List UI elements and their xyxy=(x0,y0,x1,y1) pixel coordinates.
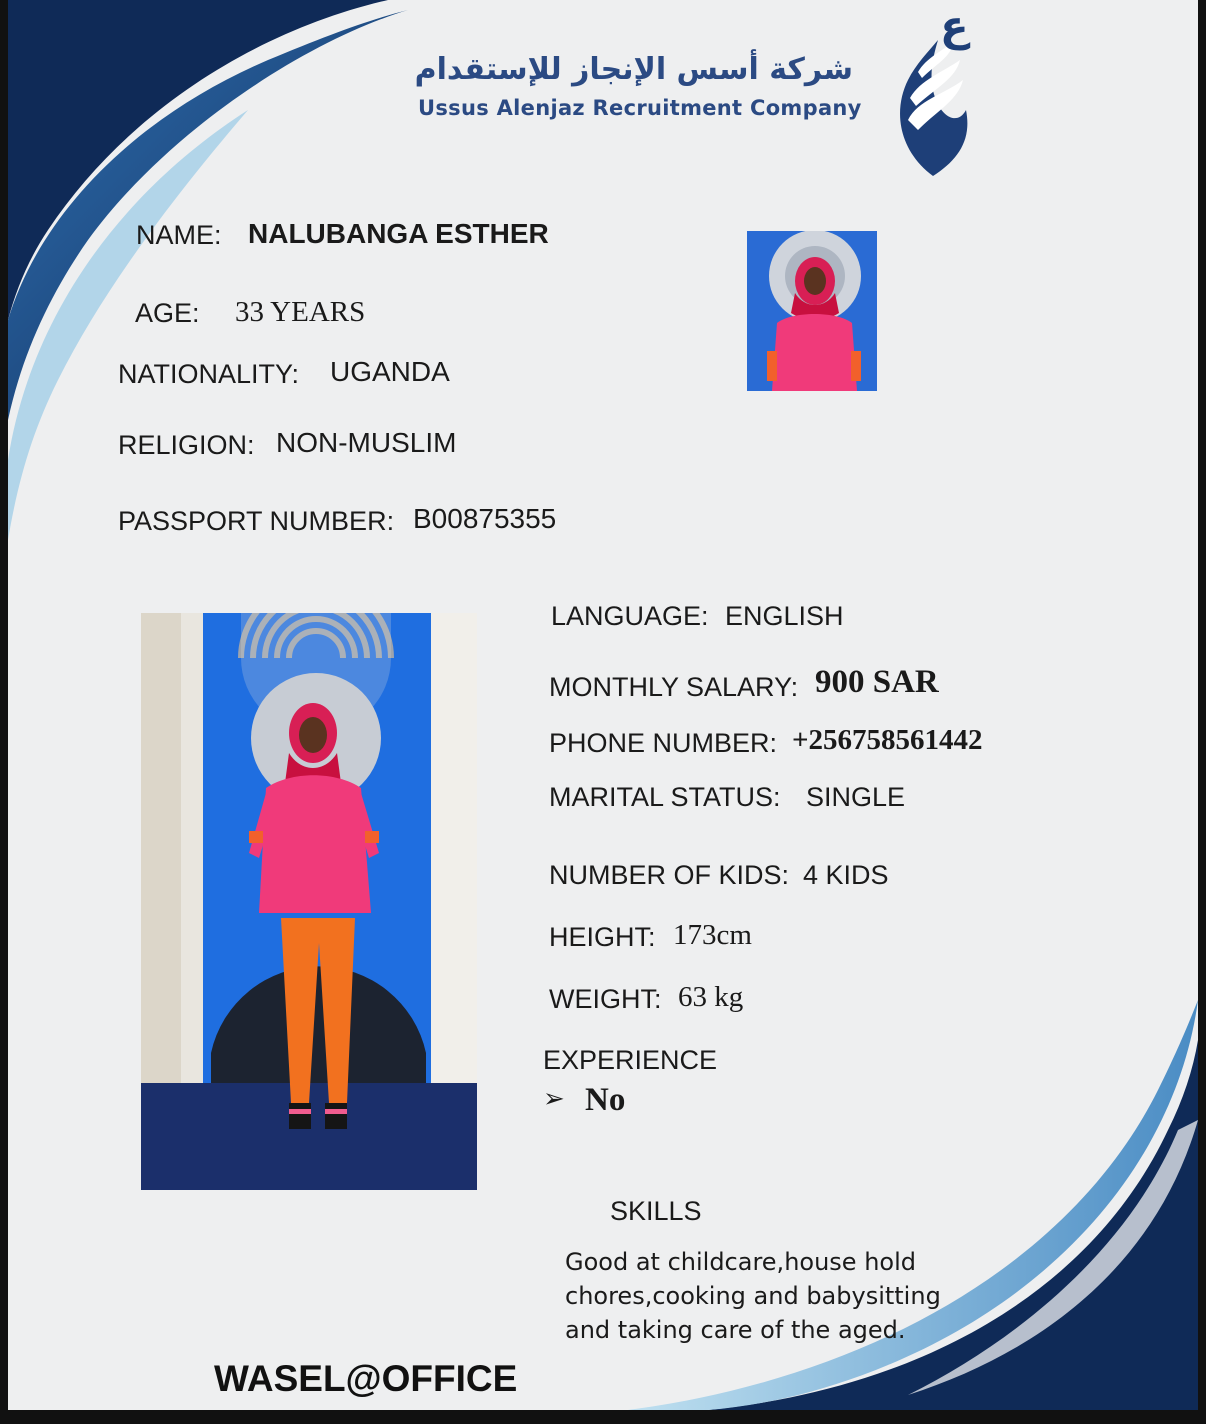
height-label: HEIGHT: xyxy=(549,922,656,952)
passport-label: PASSPORT NUMBER: xyxy=(118,506,395,536)
portrait-photo xyxy=(747,231,877,391)
experience-label: EXPERIENCE xyxy=(543,1045,718,1075)
skills-text: Good at childcare,house hold chores,cooking and babysitting and taking care of the aged. xyxy=(565,1248,941,1344)
nationality-label: NATIONALITY: xyxy=(118,359,300,389)
religion-label: RELIGION: xyxy=(118,430,255,460)
full-body-photo xyxy=(141,613,477,1190)
weight-label: WEIGHT: xyxy=(549,984,662,1014)
phone-label: PHONE NUMBER: xyxy=(549,728,778,758)
salary-label: MONTHLY SALARY: xyxy=(549,672,799,702)
language-label: LANGUAGE: xyxy=(551,601,709,631)
name-value: NALUBANGA ESTHER xyxy=(248,218,549,249)
phone-value: +256758561442 xyxy=(792,724,983,756)
weight-value: 63 kg xyxy=(678,981,744,1013)
kids-value: 4 KIDS xyxy=(803,860,889,890)
skills-title: SKILLS xyxy=(610,1196,702,1226)
religion-value: NON-MUSLIM xyxy=(276,427,457,458)
kids-label: NUMBER OF KIDS: xyxy=(549,860,790,890)
svg-text:ع: ع xyxy=(940,1,969,50)
experience-value: No xyxy=(585,1082,626,1118)
company-logo-icon xyxy=(888,0,978,178)
marital-status-value: SINGLE xyxy=(806,782,906,812)
nationality-value: UGANDA xyxy=(330,356,450,387)
age-value: 33 YEARS xyxy=(235,296,366,328)
marital-status-label: MARITAL STATUS: xyxy=(549,782,781,812)
company-name-arabic: شركة أسس الإنجاز للإستقدام xyxy=(414,52,853,87)
company-name-english: Ussus Alenjaz Recruitment Company xyxy=(418,96,862,120)
language-value: ENGLISH xyxy=(725,601,844,631)
passport-value: B00875355 xyxy=(413,503,557,534)
salary-value: 900 SAR xyxy=(815,664,939,700)
cv-page xyxy=(8,0,1198,1410)
age-label: AGE: xyxy=(135,298,200,328)
arrow-bullet-icon: ➢ xyxy=(543,1084,565,1114)
name-label: NAME: xyxy=(136,220,222,250)
footer-office: WASEL@OFFICE xyxy=(214,1358,518,1399)
height-value: 173cm xyxy=(673,919,752,951)
